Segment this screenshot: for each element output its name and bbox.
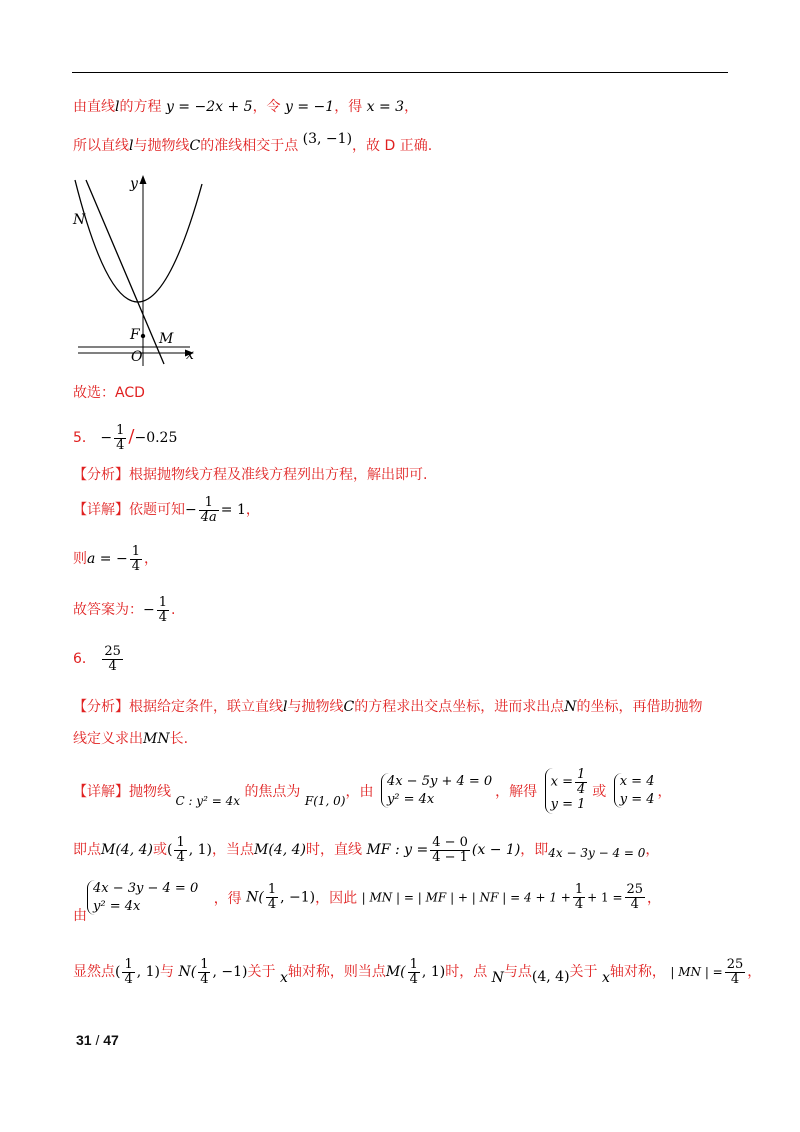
math-var: l: [115, 99, 120, 115]
text: ，故 D 正确.: [352, 138, 433, 154]
math-point: (4, 4): [531, 969, 570, 986]
text: ，: [404, 99, 419, 115]
fraction: $\frac{25}{4}$: [104, 644, 121, 674]
math-sign: −: [185, 502, 197, 519]
math-var: l: [283, 699, 288, 715]
math-expr: N(: [178, 964, 197, 981]
math-expr: (x − 1): [471, 842, 521, 859]
text: ，即: [520, 842, 549, 859]
fraction: $\frac{25}{4}$: [726, 957, 744, 987]
page-total: 47: [103, 1032, 119, 1048]
q6-detail-3: [73, 880, 661, 915]
q6-answer: [73, 645, 125, 673]
text: ，: [144, 551, 158, 568]
text: ，: [647, 890, 662, 907]
fraction: $\frac{1}{4a}$: [200, 495, 217, 525]
math-expr: | MN | =: [670, 965, 723, 980]
tag: 【详解】: [73, 502, 129, 519]
text-line-1: [73, 96, 418, 116]
math-expr: F(1, 0): [304, 793, 346, 808]
q6-analysis-2: [73, 728, 188, 748]
parabola-figure: [72, 172, 212, 368]
q5-final: [73, 596, 175, 624]
page-separator: /: [95, 1032, 100, 1048]
header-rule: [72, 72, 728, 73]
point-f-label: F: [130, 327, 140, 343]
math-var: N: [564, 699, 577, 715]
math-expr: + 1 =: [587, 890, 623, 905]
fraction: $\frac{1}{4}$: [116, 423, 125, 453]
text: 抛物线: [129, 783, 171, 800]
math-expr: , 1): [188, 842, 213, 859]
math-var: x: [602, 970, 610, 987]
text: 的准线相交于点: [200, 138, 299, 154]
math-var: C: [343, 699, 355, 715]
text: 依题可知: [129, 502, 185, 519]
text: ，: [645, 842, 660, 859]
text: 时，点: [445, 964, 488, 981]
text: 的方程: [119, 99, 162, 115]
point-m-label: M: [159, 331, 174, 347]
page-footer: [76, 1032, 119, 1048]
text: .: [171, 602, 176, 619]
text: 线定义求出: [73, 731, 143, 747]
math-point: M(4, 4): [101, 842, 153, 859]
q5-answer: [73, 424, 177, 452]
text: 或: [152, 842, 167, 859]
fraction: $\frac{1}{4}$: [131, 544, 140, 574]
math-var: C: [189, 138, 201, 154]
text: 由直线: [73, 99, 115, 115]
fraction: $\frac{1}{4}$: [124, 957, 133, 987]
text: 的焦点为: [244, 783, 301, 800]
text: 轴对称，则当点: [287, 964, 386, 981]
fraction: $\frac{4 - 0}{4 - 1}$: [432, 835, 468, 865]
text: ，: [245, 502, 260, 519]
math-expr: a = −: [87, 551, 128, 568]
text: 根据抛物线方程及准线方程列出方程，解出即可.: [129, 467, 428, 483]
q5-analysis: [73, 464, 427, 484]
text: 与: [160, 964, 175, 981]
text: 长.: [169, 731, 189, 747]
question-number: 5．: [73, 430, 96, 447]
text: ，: [657, 783, 672, 800]
system-with-prefix: [73, 880, 201, 915]
math-expr: x = 3: [366, 99, 405, 115]
text: 轴对称，: [609, 964, 666, 981]
text: 时，直线: [306, 842, 362, 859]
math-expr: , −1): [280, 889, 316, 906]
text: ，因此: [315, 890, 358, 907]
q5-then: [73, 545, 158, 573]
question-number: 6．: [73, 651, 96, 668]
math-expr: y = −2x + 5: [165, 99, 253, 115]
fraction: $\frac{1}{4}$: [574, 882, 584, 913]
text: 则: [73, 551, 87, 568]
math-expr: MF : y =: [366, 842, 429, 859]
point-n-label: N: [73, 212, 86, 228]
text: 与抛物线: [133, 138, 190, 154]
text: ，由: [345, 783, 374, 800]
q6-detail-1: [73, 768, 672, 814]
math-sign: −: [100, 430, 113, 447]
solution-system-1: x = $\frac{1}{4}$ y = 1: [545, 768, 590, 814]
math-point: M(4, 4): [254, 842, 306, 859]
math-expr: y = −1: [285, 99, 335, 115]
q6-analysis-1: [73, 696, 702, 716]
math-expr: 4x − 3y − 4 = 0: [548, 846, 646, 861]
text: 所以直线: [73, 138, 129, 154]
q6-detail-2: [73, 836, 659, 864]
focus-point: [141, 334, 145, 338]
text: 或: [592, 783, 607, 800]
math-var: l: [129, 138, 134, 154]
fraction: $\frac{25}{4}$: [626, 882, 644, 913]
origin-label: O: [131, 349, 143, 365]
text: 显然点: [73, 964, 115, 981]
text: 与点: [503, 964, 532, 981]
text-line-2: [73, 131, 433, 155]
paren: (: [115, 964, 121, 981]
math-expr: | MN | = | MF | + | NF | = 4 + 1 +: [361, 890, 571, 905]
math-value: −0.25: [134, 430, 178, 447]
solution-system-2: x = 4 y = 4: [614, 773, 655, 808]
math-point: (3, −1): [302, 131, 353, 147]
math-expr: , −1): [212, 964, 248, 981]
equation-system: 4x − 3y − 4 = 0 y² = 4x: [87, 880, 198, 915]
math-expr: , 1): [421, 964, 446, 981]
text: 的坐标，再借助抛物: [576, 699, 703, 715]
math-expr: = 1: [220, 502, 246, 519]
tag: 【分析】: [73, 467, 129, 483]
line-l: [86, 180, 164, 364]
fraction: $\frac{1}{4}$: [409, 957, 418, 987]
equation-system: 4x − 5y + 4 = 0 y² = 4x: [381, 773, 492, 808]
tag: 【详解】: [73, 783, 129, 800]
fraction: $\frac{1}{4}$: [267, 882, 277, 913]
math-var: N: [491, 970, 504, 987]
math-expr: , 1): [136, 964, 161, 981]
text: 关于: [247, 964, 276, 981]
text: 故答案为：: [73, 602, 143, 619]
fraction: $\frac{1}{4}$: [176, 835, 185, 865]
text: 的方程求出交点坐标，进而求出点: [354, 699, 565, 715]
y-axis-label: y: [130, 176, 138, 192]
math-var: MN: [143, 731, 170, 747]
math-expr: M(: [385, 964, 406, 981]
paren: (: [166, 842, 173, 859]
text: ，得: [213, 890, 242, 907]
fraction: $\frac{1}{4}$: [158, 595, 168, 625]
math-expr: C : y² = 4x: [175, 793, 240, 808]
text: ，得: [334, 99, 363, 115]
math-sign: −: [143, 602, 155, 619]
text: 根据给定条件，联立直线: [129, 699, 283, 715]
q6-you-prefix: 由: [73, 908, 87, 924]
math-var: x: [279, 970, 288, 987]
text: ，当点: [212, 842, 255, 859]
fraction: $\frac{1}{4}$: [200, 957, 209, 987]
text: 关于: [569, 964, 598, 981]
math-expr: N(: [246, 889, 264, 906]
page-number: 31: [76, 1032, 92, 1048]
x-axis-label: x: [186, 347, 194, 363]
answer-line: 故选：ACD: [73, 385, 145, 401]
slash: /: [128, 426, 135, 448]
text: ，: [747, 964, 762, 981]
tag: 【分析】: [73, 699, 129, 715]
y-axis-arrow: [140, 175, 147, 184]
text: ，解得: [495, 783, 538, 800]
text: 即点: [73, 842, 101, 859]
q6-detail-4: [73, 958, 761, 986]
text: ，令: [252, 99, 281, 115]
q5-detail: [73, 496, 260, 524]
text: 与抛物线: [287, 699, 344, 715]
